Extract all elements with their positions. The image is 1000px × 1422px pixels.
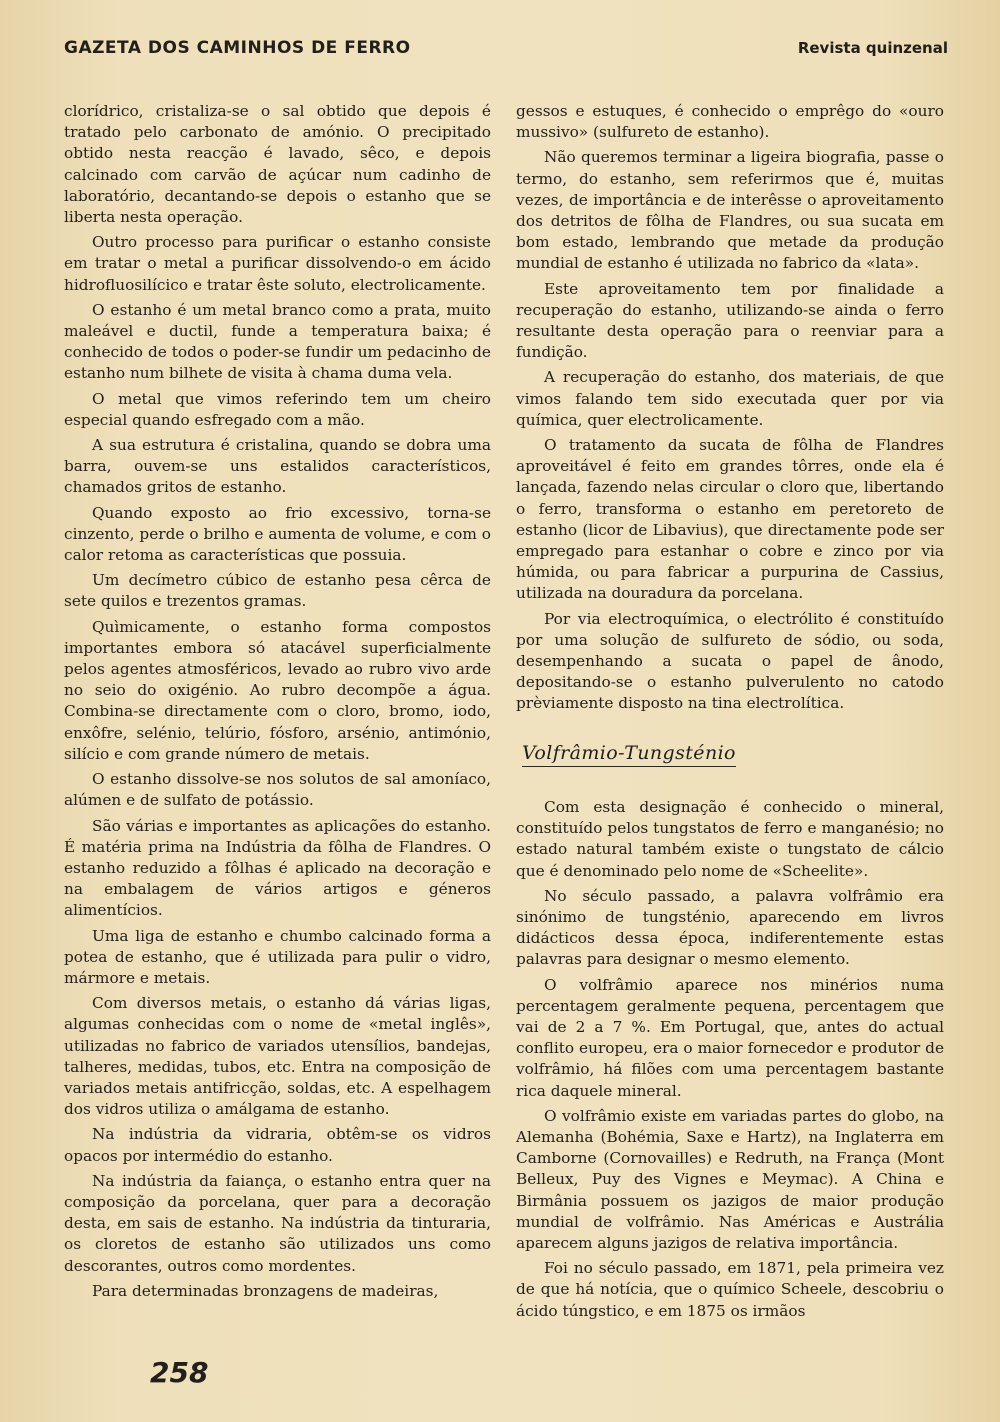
paragraph: Para determinadas bronzagens de madeiras, [92,1281,439,1300]
page-number: 258 [150,1356,209,1389]
paragraph: Outro processo para purificar o estanho consiste em tratar o metal a purificar dissolvendo-o em ácido hidrofluosilícico e tratar êste soluto, electrolicamente. [64,233,491,294]
page-header [64,38,948,58]
paragraph: Quando exposto ao frio excessivo, torna-se cinzento, perde o brilho e aumenta de volume, e com o calor retoma as características que possuia. [64,503,491,565]
paragraph: Um decímetro cúbico de estanho pesa cêrca de sete quilos e trezentos gramas. [64,571,491,611]
paragraph: gessos e estuques, é conhecido o emprêgo do «ouro mussivo» (sulfureto de estanho). [516,102,944,142]
paragraph: A recuperação do estanho, dos materiais, de que vimos falando tem sido executada quer por via química, quer electrolicamente. [516,368,944,429]
paragraph: No século passado, a palavra volfrâmio era sinónimo de tungsténio, aparecendo em livros didácticos dessa época, indiferentemente estas palavras para designar o mesmo elemento. [516,886,944,969]
right-column [516,101,944,1326]
paragraph: O estanho dissolve-se nos solutos de sal amoníaco, alúmen e de sulfato de potássio. [64,770,491,810]
paragraph: clorídrico, cristaliza-se o sal obtido que depois é tratado pelo carbonato de amónio. O precipitado obtido nesta reacção é lavado, sêco, e depois calcinado com carvão de açúcar num cadinho de laboratório, decantando-se depois o estanho que se liberta nesta operação. [64,102,491,227]
paragraph: Quìmicamente, o estanho forma compostos importantes embora só atacável superficialmente pelos agentes atmosféricos, levado ao rubro vivo arde no seio do oxigénio. Ao rubro decompõe a água. Combina-se directamente com o cloro, bromo, iodo, enxôfre, selénio, telúrio, fósforo, arsénio, antimónio, silício e com grande número de metais. [64,617,491,763]
paragraph: Por via electroquímica, o electrólito é constituído por uma solução de sulfureto de sódio, ou soda, desempenhando a sucata o papel de ânodo, depositando-se o estanho pulverulento no catodo prèviamente disposto na tina electrolítica. [516,609,944,713]
paragraph: Na indústria da faiança, o estanho entra quer na composição da porcelana, quer para a decoração desta, em sais de estanho. Na indústria da tinturaria, os cloretos de estanho são utilizados uns como descorantes, outros como mordentes. [64,1171,491,1275]
paragraph: Com diversos metais, o estanho dá várias ligas, algumas conhecidas com o nome de «metal inglês», utilizadas no fabrico de variados utensílios, bandejas, talheres, medidas, tubos, etc. Entra na composição de variados metais antifricção, soldas, etc. A espelhagem dos vidros utiliza o amálgama de estanho. [64,994,491,1119]
paragraph: Com esta designação é conhecido o mineral, constituído pelos tungstatos de ferro e manganésio; no estado natural também existe o tungstato de cálcio que é denominado pelo nome de «Scheelite». [516,797,944,880]
paragraph: Na indústria da vidraria, obtêm-se os vidros opacos por intermédio do estanho. [64,1125,491,1165]
paragraph: São várias e importantes as aplicações do estanho. É matéria prima na Indústria da fôlha de Flandres. O estanho reduzido a fôlhas é aplicado na decoração e na embalagem de vários artigos e géneros alimentícios. [64,816,491,920]
paragraph: Este aproveitamento tem por finalidade a recuperação do estanho, utilizando-se ainda o ferro resultante desta operação para o reenviar para a fundição. [516,279,944,362]
paragraph: A sua estrutura é cristalina, quando se dobra uma barra, ouvem-se uns estalidos característicos, chamados gritos de estanho. [64,436,491,497]
paragraph: Não queremos terminar a ligeira biografia, passe o termo, do estanho, sem referirmos que é, muitas vezes, de importância e de interêsse o aproveitamento dos detritos de fôlha de Flandres, ou sua sucata em bom estado, lembrando que metade da produção mundial de estanho é utilizada no fabrico da «lata». [516,148,944,273]
magazine-subtitle: Revista quinzenal [797,39,948,57]
paragraph: O volfrâmio aparece nos minérios numa percentagem geralmente pequena, percentagem que vai de 2 a 7 %. Em Portugal, que, antes do actual conflito europeu, era o maior fornecedor e produtor de volfrâmio, há filões com uma percentagem bastante rica daquele mineral. [516,975,944,1100]
paragraph: O metal que vimos referindo tem um cheiro especial quando esfregado com a mão. [64,389,491,429]
magazine-title: GAZETA DOS CAMINHOS DE FERRO [64,38,411,58]
paragraph: Uma liga de estanho e chumbo calcinado forma a potea de estanho, que é utilizada para pulir o vidro, mármore e metais. [64,926,491,987]
left-column [64,101,491,1306]
paragraph: Foi no século passado, em 1871, pela primeira vez de que há notícia, que o químico Scheele, descobriu o ácido túngstico, e em 1875 os irmãos [516,1259,944,1320]
paragraph: O estanho é um metal branco como a prata, muito maleável e ductil, funde a temperatura baixa; é conhecido de todos o poder-se fundir um pedacinho de estanho num bilhete de visita à chama duma vela. [64,300,491,383]
section-heading: Volfrâmio-Tungsténio [522,743,736,767]
paragraph: O tratamento da sucata de fôlha de Flandres aproveitável é feito em grandes tôrres, onde ela é lançada, fazendo nelas circular o cloro que, libertando o ferro, transforma o estanho em peretoreto de estanho (licor de Libavius), que directamente pode ser empregado para estanhar o cobre e zinco por via húmida, ou para fabricar a purpurina de Cassius, utilizada na douradura da porcelana. [516,436,944,603]
paragraph: O volfrâmio existe em variadas partes do globo, na Alemanha (Bohémia, Saxe e Hartz), na Inglaterra em Camborne (Cornovailles) e Redruth, na França (Mont Belleux, Puy des Vignes e Meymac). A China e Birmânia possuem os jazigos de maior produção mundial de volfrâmio. Nas Américas e Austrália aparecem alguns jazigos de relativa importância. [516,1106,944,1252]
